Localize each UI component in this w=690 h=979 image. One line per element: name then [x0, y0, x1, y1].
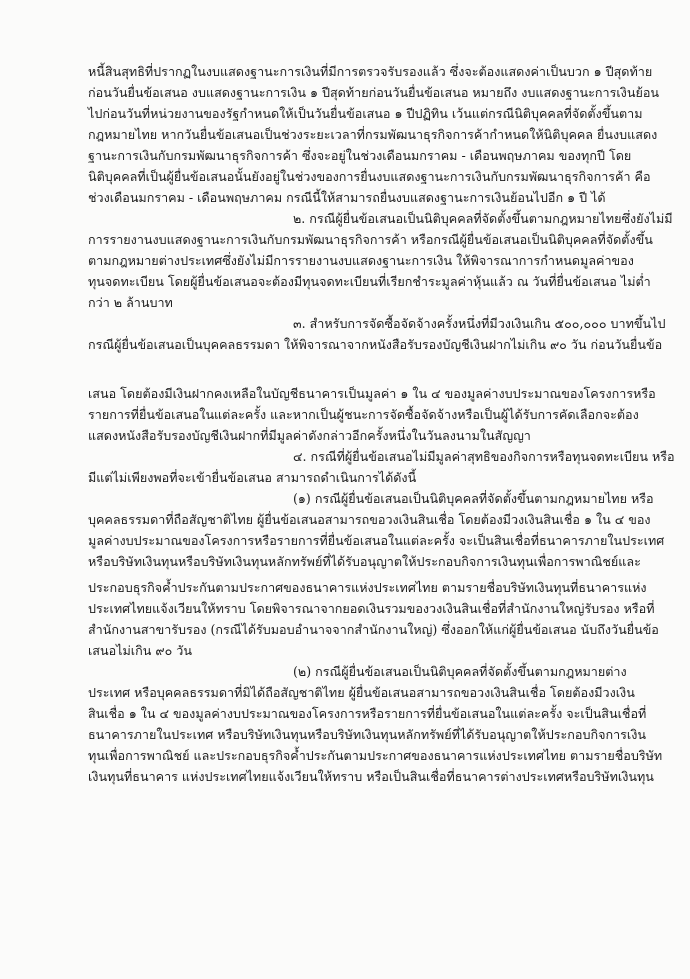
text-line: เงินทุนที่ธนาคาร แห่งประเทศไทยแจ้งเวียนให้ทราบ หรือเป็นสินเชื่อที่ธนาคารต่างประเทศหรือบริษัทเงินทุน: [88, 769, 654, 784]
text-line: ฐานะการเงินกับกรมพัฒนาธุรกิจการค้า ซึ่งจะอยู่ในช่วงเดือนมกราคม - เดือนพฤษภาคม ของทุกปี โดย: [88, 148, 632, 163]
paragraph-3-heading: ๓. สำหรับการจัดซื้อจัดจ้างครั้งหนึ่งที่มีวงเงินเกิน ๕๐๐,๐๐๐ บาทขึ้นไป: [293, 316, 666, 331]
text-line: ก่อนวันยื่นข้อเสนอ งบแสดงฐานะการเงิน ๑ ปีสุดท้ายก่อนวันยื่นข้อเสนอ หมายถึง งบแสดงฐานะการเงินย้อน: [88, 85, 659, 100]
text-line: ทุนจดทะเบียน โดยผู้ยื่นข้อเสนอจะต้องมีทุนจดทะเบียนที่เรียกชำระมูลค่าหุ้นแล้ว ณ วันที่ยื่นข้อเสนอ ไม่ต่ำ: [88, 274, 651, 289]
text-line: บุคคลธรรมดาที่ถือสัญชาติไทย ผู้ยื่นข้อเสนอสามารถขอวงเงินสินเชื่อ โดยต้องมีวงเงินสินเชื่อ ๑ ใน ๔ ของ: [88, 512, 651, 527]
text-line: ธนาคารภายในประเทศ หรือบริษัทเงินทุนหรือบริษัทเงินทุนหลักทรัพย์ที่ได้รับอนุญาตให้ประกอบกิจการเงิน: [88, 727, 646, 742]
text-line: มูลค่างบประมาณของโครงการหรือรายการที่ยื่นข้อเสนอในแต่ละครั้ง จะเป็นสินเชื่อที่ธนาคารภายในประเทศ: [88, 533, 665, 548]
text-line: ประกอบธุรกิจค้ำประกันตามประกาศของธนาคารแห่งประเทศไทย ตามรายชื่อบริษัทเงินทุนที่ธนาคารแห่ง: [88, 580, 647, 595]
text-line: การรายงานงบแสดงฐานะการเงินกับกรมพัฒนาธุรกิจการค้า หรือกรณีผู้ยื่นข้อเสนอเป็นนิติบุคคลที่จัดตั้งขึ้น: [88, 232, 653, 247]
text-line: มีแต่ไม่เพียงพอที่จะเข้ายื่นข้อเสนอ สามารถดำเนินการได้ดังนี้: [88, 470, 417, 485]
paragraph-2-heading: ๒. กรณีผู้ยื่นข้อเสนอเป็นนิติบุคคลที่จัดตั้งขึ้นตามกฎหมายไทยซึ่งยังไม่มี: [293, 211, 673, 226]
text-line: กฎหมายไทย หากวันยื่นข้อเสนอเป็นช่วงระยะเวลาที่กรมพัฒนาธุรกิจการค้ากำหนดให้นิติบุคคล ยื่นงบแสดง: [88, 127, 658, 142]
text-line: สำนักงานสาขารับรอง (กรณีได้รับมอบอำนาจจากสำนักงานใหญ่) ซึ่งออกให้แก่ผู้ยื่นข้อเสนอ นับถึงวันยื่นข้อ: [88, 622, 659, 637]
text-line: หนี้สินสุทธิที่ปรากฏในงบแสดงฐานะการเงินที่มีการตรวจรับรองแล้ว ซึ่งจะต้องแสดงค่าเป็นบวก ๑ ปีสุดท้าย: [88, 64, 653, 79]
text-line: ตามกฎหมายต่างประเทศซึ่งยังไม่มีการรายงานงบแสดงฐานะการเงิน ให้พิจารณาการกำหนดมูลค่าของ: [88, 253, 634, 268]
text-line: ประเทศ หรือบุคคลธรรมดาที่มิได้ถือสัญชาติไทย ผู้ยื่นข้อเสนอสามารถขอวงเงินสินเชื่อ โดยต้องมีวงเงิน: [88, 685, 635, 700]
paragraph-4-heading: ๔. กรณีที่ผู้ยื่นข้อเสนอไม่มีมูลค่าสุทธิของกิจการหรือทุนจดทะเบียน หรือ: [293, 449, 675, 464]
text-line: ช่วงเดือนมกราคม - เดือนพฤษภาคม กรณีนี้ให้สามารถยื่นงบแสดงฐานะการเงินย้อนไปอีก ๑ ปี ได้: [88, 190, 606, 205]
subparagraph-1-heading: (๑) กรณีผู้ยื่นข้อเสนอเป็นนิติบุคคลที่จัดตั้งขึ้นตามกฎหมายไทย หรือ: [293, 491, 654, 506]
text-line: กว่า ๒ ล้านบาท: [88, 295, 173, 310]
text-line: เสนอไม่เกิน ๙๐ วัน: [88, 643, 192, 658]
text-line: ทุนเพื่อการพาณิชย์ และประกอบธุรกิจค้ำประกันตามประกาศของธนาคารแห่งประเทศไทย ตามรายชื่อบริษัท: [88, 748, 663, 763]
text-line: ประเทศไทยแจ้งเวียนให้ทราบ โดยพิจารณาจากยอดเงินรวมของวงเงินสินเชื่อที่สำนักงานใหญ่รับรอง หรือที่: [88, 601, 655, 616]
text-line: เสนอ โดยต้องมีเงินฝากคงเหลือในบัญชีธนาคารเป็นมูลค่า ๑ ใน ๔ ของมูลค่างบประมาณของโครงการหรือ: [88, 386, 656, 401]
text-line: แสดงหนังสือรับรองบัญชีเงินฝากที่มีมูลค่าดังกล่าวอีกครั้งหนึ่งในวันลงนามในสัญญา: [88, 428, 531, 443]
text-line: นิติบุคคลที่เป็นผู้ยื่นข้อเสนอนั้นยังอยู่ในช่วงของการยื่นงบแสดงฐานะการเงินกับกรมพัฒนาธุรกิจการค้า คือ: [88, 169, 651, 184]
text-line: รายการที่ยื่นข้อเสนอในแต่ละครั้ง และหากเป็นผู้ชนะการจัดซื้อจัดจ้างหรือเป็นผู้ได้รับการคัดเลือกจะต้อง: [88, 407, 639, 422]
text-line: สินเชื่อ ๑ ใน ๔ ของมูลค่างบประมาณของโครงการหรือรายการที่ยื่นข้อเสนอในแต่ละครั้ง จะเป็นสินเชื่อที่: [88, 706, 647, 721]
text-line: ไปก่อนวันที่หน่วยงานของรัฐกำหนดให้เป็นวันยื่นข้อเสนอ ๑ ปีปฏิทิน เว้นแต่กรณีนิติบุคคลที่จัดตั้งขึ้นตาม: [88, 106, 643, 121]
text-line: กรณีผู้ยื่นข้อเสนอเป็นบุคคลธรรมดา ให้พิจารณาจากหนังสือรับรองบัญชีเงินฝากไม่เกิน ๙๐ วัน ก่อนวันยื่นข้อ: [88, 337, 663, 352]
text-line: หรือบริษัทเงินทุนหรือบริษัทเงินทุนหลักทรัพย์ที่ได้รับอนุญาตให้ประกอบกิจการเงินทุนเพื่อการพาณิชย์และ: [88, 554, 641, 569]
subparagraph-2-heading: (๒) กรณีผู้ยื่นข้อเสนอเป็นนิติบุคคลที่จัดตั้งขึ้นตามกฎหมายต่าง: [293, 664, 627, 679]
